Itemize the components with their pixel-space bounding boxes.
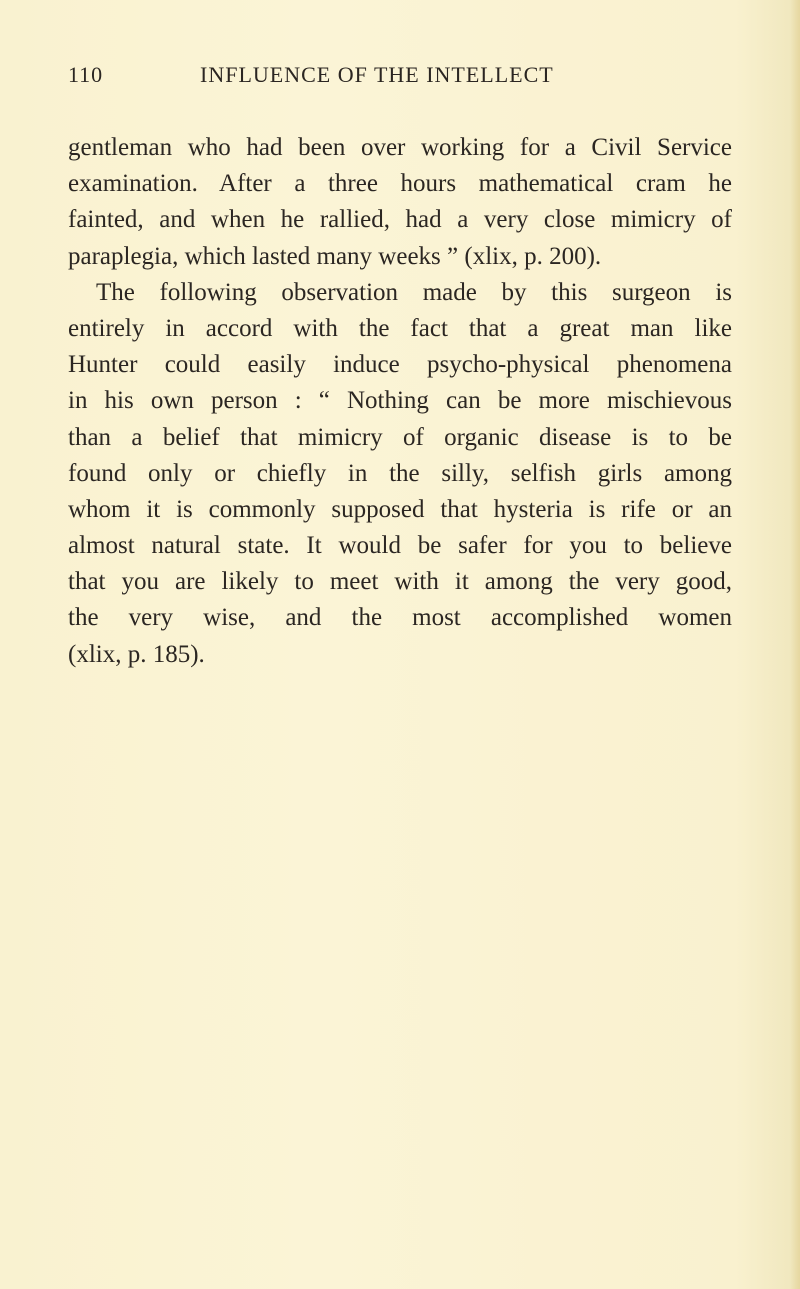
page-edge-shadow: [790, 0, 800, 1289]
text-line: whom it is commonly supposed that hysteria is rife or an: [68, 495, 732, 523]
text-line: (xlix, p. 185).: [68, 640, 205, 668]
page-number: 110: [68, 62, 104, 87]
text-line: in his own person : “ Nothing can be more mischievous: [68, 387, 732, 415]
text-line: the very wise, and the most accomplished women: [68, 604, 732, 632]
text-line: than a belief that mimicry of organic disease is to be: [68, 423, 732, 451]
text-line: fainted, and when he rallied, had a very close mimicry of: [68, 206, 732, 234]
text-line: examination. After a three hours mathematical cram he: [68, 170, 732, 198]
text-line: that you are likely to meet with it among the very good,: [68, 568, 732, 596]
running-head: [68, 62, 732, 92]
text-line: almost natural state. It would be safer for you to believe: [68, 532, 732, 560]
text-line: paraplegia, which lasted many weeks ” (xlix, p. 200).: [68, 242, 602, 270]
text-line: entirely in accord with the fact that a great man like: [68, 314, 732, 342]
text-line: The following observation made by this surgeon is: [96, 278, 732, 306]
body-text: [68, 130, 732, 673]
text-line: found only or chiefly in the silly, selfish girls among: [68, 459, 732, 487]
text-line: Hunter could easily induce psycho-physical phenomena: [68, 351, 732, 379]
text-line: gentleman who had been over working for a Civil Service: [68, 134, 732, 161]
running-title: INFLUENCE OF THE INTELLECT: [200, 62, 554, 87]
